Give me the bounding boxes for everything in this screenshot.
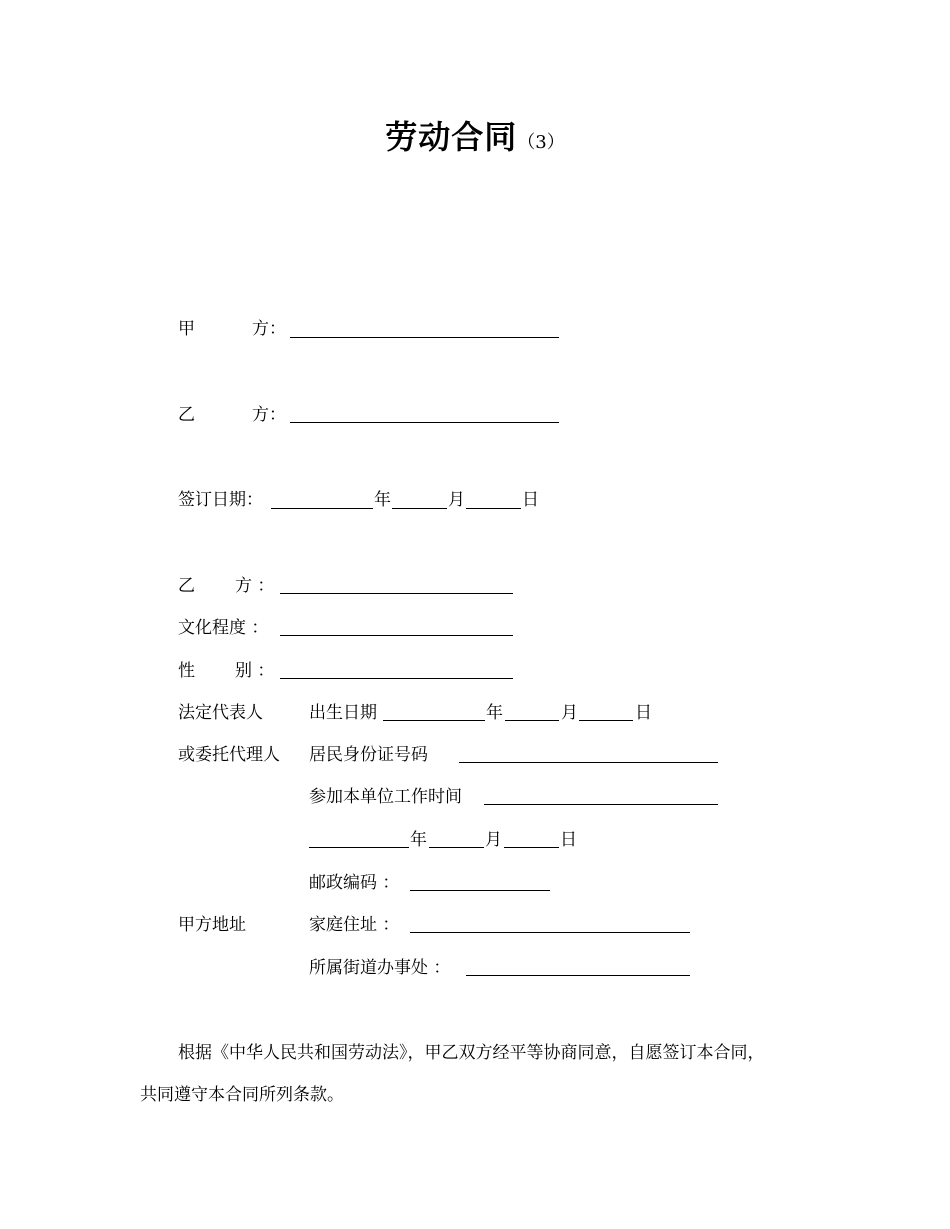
sign-month-blank[interactable] (392, 508, 447, 509)
id-number-label: 居民身份证号码 (309, 745, 428, 765)
street-office-label: 所属街道办事处 ： (309, 958, 451, 978)
id-number-blank[interactable] (459, 762, 718, 763)
sign-year-blank[interactable] (271, 508, 373, 509)
work-year-blank[interactable] (309, 847, 409, 848)
party-a-label-char1: 甲 (178, 319, 195, 339)
party-b-label-char2: 方： (252, 405, 286, 425)
sign-day-label: 日 (522, 490, 539, 510)
title-suffix: （3） (517, 132, 565, 153)
birth-month-blank[interactable] (505, 720, 559, 721)
postal-code-label: 邮政编码 ： (309, 873, 400, 893)
body-paragraph-line2: 共同遵守本合同所列条款。 (140, 1085, 344, 1105)
form-party-b-char2: 方 ： (235, 576, 275, 596)
postal-code-blank[interactable] (410, 890, 550, 891)
street-office-blank[interactable] (466, 975, 690, 976)
work-day-label: 日 (560, 830, 577, 850)
work-month-label: 月 (485, 830, 502, 850)
home-address-blank[interactable] (410, 932, 690, 933)
document-title (0, 112, 950, 158)
party-a-address-label: 甲方地址 (178, 915, 246, 935)
party-a-label-char2: 方： (252, 319, 286, 339)
work-day-blank[interactable] (504, 847, 559, 848)
gender-blank[interactable] (280, 678, 513, 679)
sign-date-label: 签订日期： (178, 490, 263, 510)
birth-date-label: 出生日期 (309, 703, 377, 723)
birth-year-label: 年 (486, 703, 503, 723)
home-address-label: 家庭住址 ： (309, 915, 400, 935)
sign-year-label: 年 (374, 490, 391, 510)
form-party-b-char1: 乙 (178, 576, 195, 596)
work-month-blank[interactable] (429, 847, 484, 848)
form-party-b-blank[interactable] (280, 593, 513, 594)
sign-month-label: 月 (448, 490, 465, 510)
legal-rep-label: 法定代表人 (178, 703, 263, 723)
birth-year-blank[interactable] (383, 720, 485, 721)
education-label: 文化程度 ： (178, 618, 269, 638)
work-start-blank[interactable] (484, 804, 718, 805)
body-paragraph-line1: 根据《中华人民共和国劳动法》，甲乙双方经平等协商同意，自愿签订本合同， (178, 1043, 765, 1063)
education-blank[interactable] (280, 635, 513, 636)
gender-label-char1: 性 (178, 661, 195, 681)
gender-label-char2: 别 ： (235, 661, 275, 681)
work-start-label: 参加本单位工作时间 (309, 787, 462, 807)
party-b-blank[interactable] (290, 422, 559, 423)
birth-month-label: 月 (561, 703, 578, 723)
agent-label: 或委托代理人 (178, 745, 280, 765)
party-a-blank[interactable] (290, 337, 559, 338)
title-main: 劳动合同 (385, 118, 518, 156)
birth-day-label: 日 (635, 703, 652, 723)
work-year-label: 年 (410, 830, 427, 850)
birth-day-blank[interactable] (579, 720, 633, 721)
party-b-label-char1: 乙 (178, 405, 195, 425)
sign-day-blank[interactable] (466, 508, 521, 509)
